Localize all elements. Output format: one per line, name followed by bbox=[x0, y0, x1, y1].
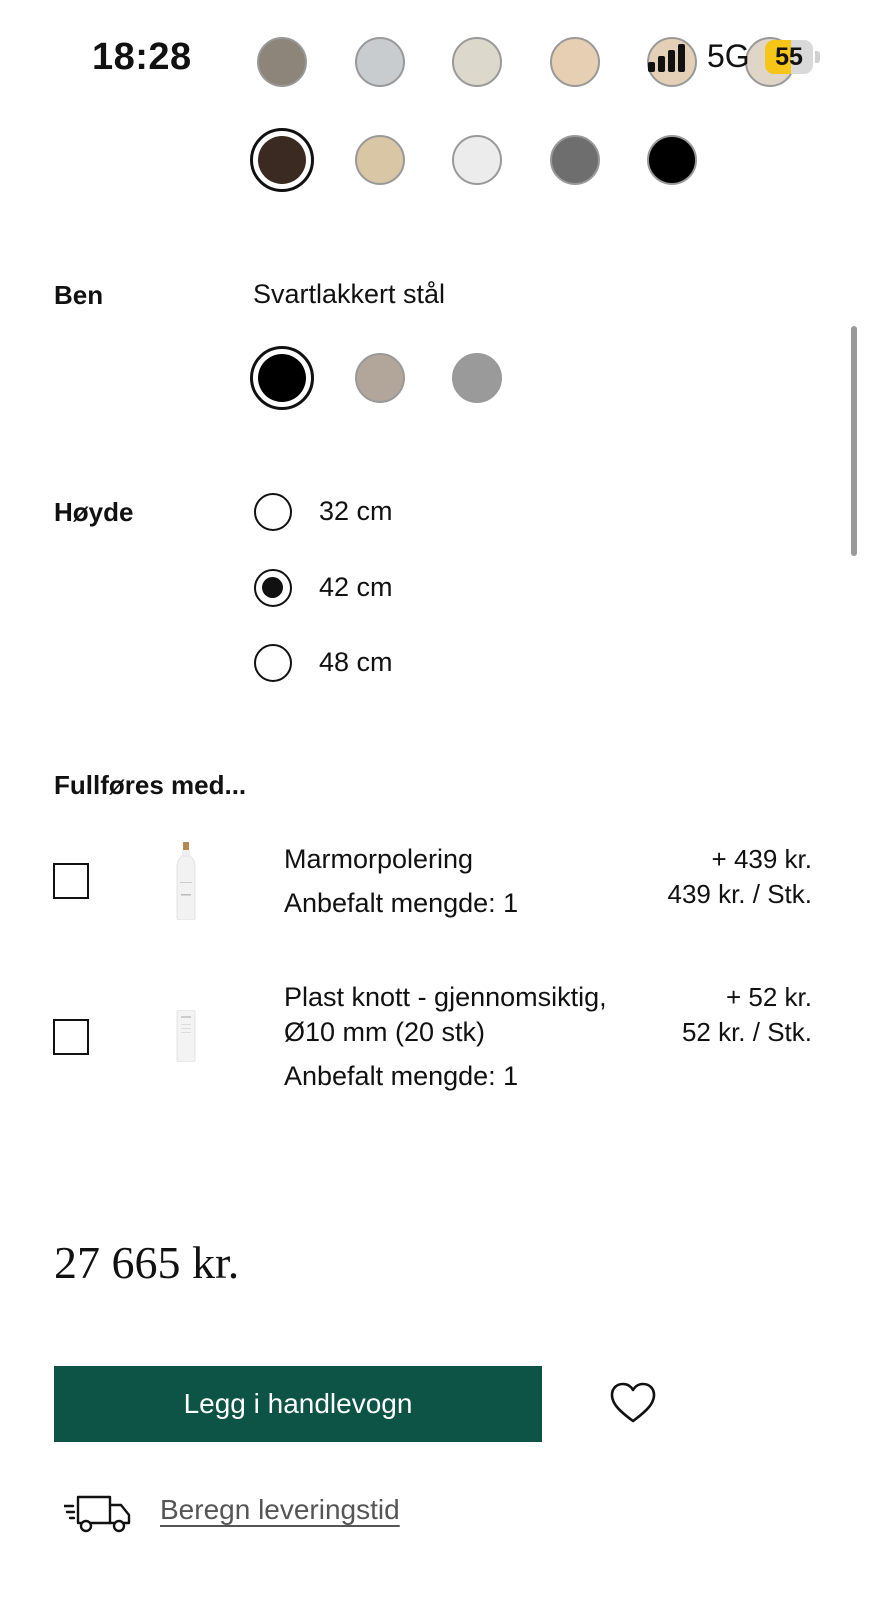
add-to-cart-button[interactable]: Legg i handlevogn bbox=[54, 1366, 542, 1442]
signal-icon bbox=[648, 44, 688, 72]
height-label: Høyde bbox=[54, 497, 134, 527]
heart-icon[interactable] bbox=[610, 1382, 656, 1424]
height-option-label[interactable]: 32 cm bbox=[319, 496, 393, 526]
addon-unit-price: 439 kr. / Stk. bbox=[667, 879, 812, 909]
package-icon bbox=[176, 1010, 196, 1062]
addon-checkbox-plast-knott[interactable] bbox=[53, 1019, 89, 1055]
addon-checkbox-marmorpolering[interactable] bbox=[53, 863, 89, 899]
bottle-icon bbox=[176, 842, 196, 920]
material-swatch[interactable] bbox=[452, 135, 502, 185]
addon-price: + 52 kr. bbox=[726, 982, 812, 1012]
addon-name: Plast knott - gjennomsiktig, Ø10 mm (20 stk) bbox=[284, 982, 607, 1047]
legs-swatch[interactable] bbox=[452, 353, 502, 403]
legs-swatch[interactable] bbox=[355, 353, 405, 403]
network-type: 5G bbox=[707, 38, 750, 74]
addon-recommended: Anbefalt mengde: 1 bbox=[284, 1061, 519, 1091]
addon-recommended: Anbefalt mengde: 1 bbox=[284, 888, 519, 918]
battery-icon bbox=[765, 40, 821, 74]
legs-selected-value: Svartlakkert stål bbox=[253, 279, 446, 309]
total-price: 27 665 kr. bbox=[54, 1237, 240, 1288]
height-option-label[interactable]: 42 cm bbox=[319, 571, 393, 602]
material-swatch[interactable] bbox=[550, 37, 600, 87]
scrollbar[interactable] bbox=[851, 326, 857, 556]
material-swatch[interactable] bbox=[550, 135, 600, 185]
legs-label: Ben bbox=[54, 280, 104, 310]
addon-name: Marmorpolering bbox=[284, 844, 474, 874]
delivery-truck-icon bbox=[64, 1494, 132, 1534]
height-option-label[interactable]: 48 cm bbox=[319, 647, 393, 677]
height-radio[interactable] bbox=[254, 569, 292, 607]
addons-title: Fullføres med... bbox=[54, 770, 247, 800]
material-swatch[interactable] bbox=[452, 37, 502, 87]
material-swatch[interactable] bbox=[355, 37, 405, 87]
height-radio[interactable] bbox=[254, 493, 292, 531]
addon-unit-price: 52 kr. / Stk. bbox=[681, 1017, 812, 1047]
height-radio[interactable] bbox=[254, 644, 292, 682]
calculate-delivery-link[interactable]: Beregn leveringstid bbox=[160, 1494, 400, 1525]
material-swatch[interactable] bbox=[647, 135, 697, 185]
status-time: 18:28 bbox=[92, 36, 192, 78]
addon-price: + 439 kr. bbox=[711, 844, 812, 874]
material-swatch[interactable] bbox=[355, 135, 405, 185]
material-swatch[interactable] bbox=[257, 37, 307, 87]
legs-swatch[interactable] bbox=[250, 346, 314, 410]
material-swatch[interactable] bbox=[250, 128, 314, 192]
battery-level: 55 bbox=[775, 43, 803, 71]
